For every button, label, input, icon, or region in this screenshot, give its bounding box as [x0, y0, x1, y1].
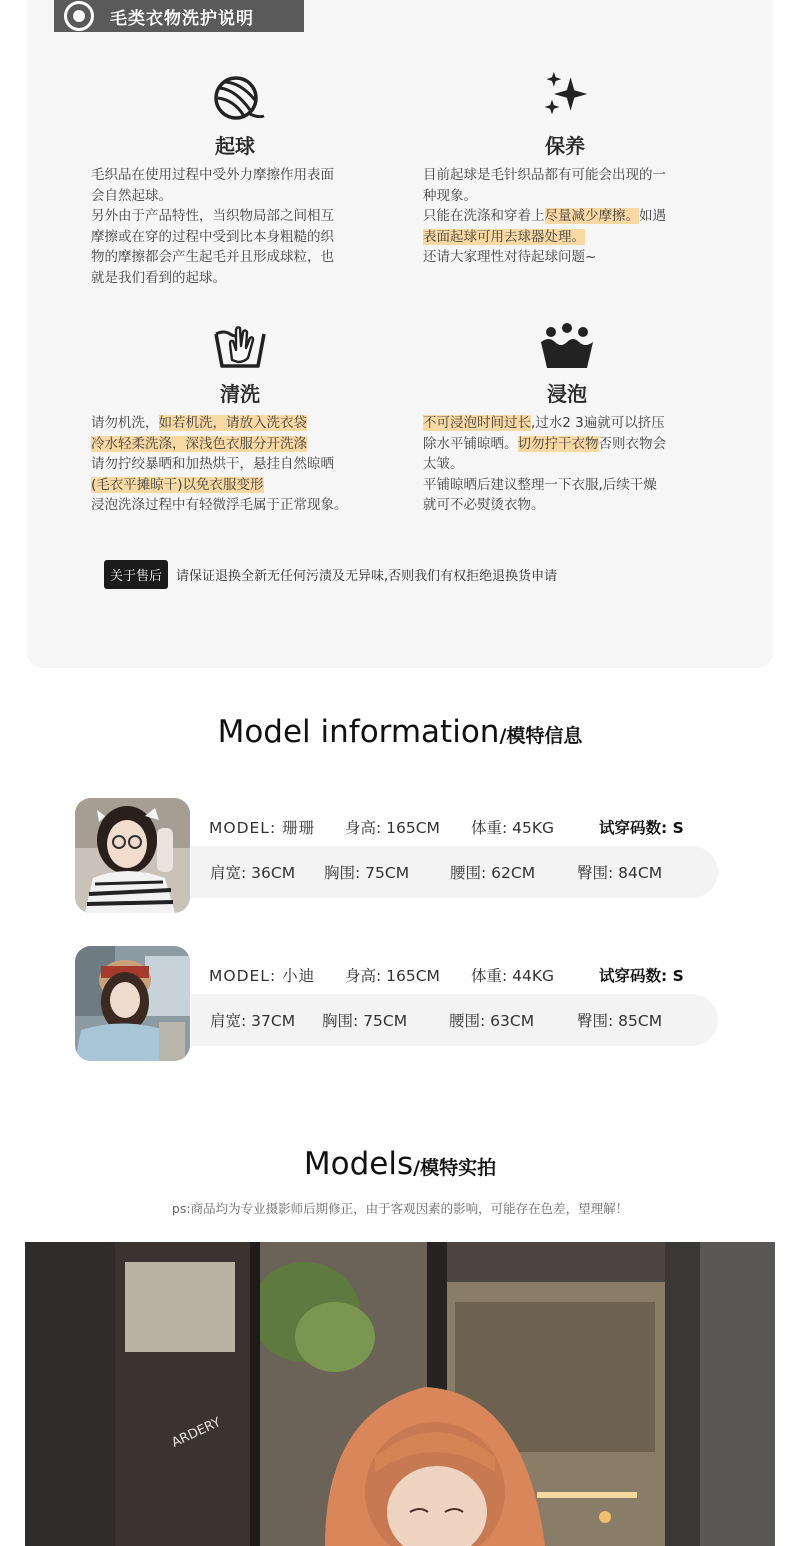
model-shoulder: 肩宽: 36CM [210, 864, 296, 882]
highlight: 不可浸泡时间过长 [423, 415, 531, 431]
care-banner-title: 毛类衣物洗护说明 [110, 8, 254, 29]
model-chest: 胸围: 75CM [324, 864, 410, 882]
soaking-text [423, 413, 723, 516]
washing-line [91, 434, 391, 455]
highlight: (毛衣平摊晾干)以免衣服变形 [91, 476, 264, 493]
highlight: 表面起球可用去球器处理。 [423, 228, 585, 245]
hand-wash-icon [212, 320, 268, 372]
model-info-title [0, 714, 800, 750]
highlight: 如若机洗，请放入洗衣袋 [158, 415, 307, 431]
basin-soak-icon [539, 322, 595, 374]
model-info-title-cn: /模特信息 [499, 725, 583, 747]
model-size: 试穿码数: S [599, 819, 684, 837]
highlight: 冷水轻柔洗涤，深浅色衣服分开洗涤 [91, 435, 307, 452]
model-shoulder: 肩宽: 37CM [210, 1012, 296, 1030]
soaking-line: 太皱。 [423, 456, 464, 472]
washing-line: 请勿拧绞暴晒和加热烘干，悬挂自然晾晒 [91, 456, 334, 472]
model-photo[interactable] [75, 798, 190, 913]
care-tips-text [423, 165, 723, 268]
model-measurements [191, 994, 718, 1046]
model-name: MODEL: 小迪 [209, 967, 316, 985]
aftersale-notice [104, 560, 557, 589]
soaking-line: 不可浸泡时间过长,过水2 3遍就可以挤压 [423, 415, 665, 431]
care-tips-line: 还请大家理性对待起球问题~ [423, 249, 597, 265]
washing-line [91, 475, 391, 496]
pilling-text [91, 165, 391, 288]
color-disclaimer: ps:商品均为专业摄影师后期修正，由于客观因素的影响，可能存在色差，望理解！ [171, 1201, 629, 1216]
model-waist: 腰围: 63CM [449, 1012, 535, 1030]
care-tips-line: 目前起球是毛针织品都有可能会出现的一 [423, 167, 666, 183]
highlight: 切勿拧干衣物 [517, 435, 599, 452]
soaking-line: 就可不必熨烫衣物。 [423, 497, 545, 513]
model-height: 身高: 165CM [345, 819, 440, 837]
model-shoot-photo[interactable] [25, 1242, 775, 1546]
pilling-line: 摩擦或在穿的过程中受到比本身粗糙的织 [91, 228, 334, 245]
aftersale-text: 请保证退换全新无任何污渍及无异味,否则我们有权拒绝退换货申请 [176, 569, 558, 584]
pilling-line: 另外由于产品特性，当织物局部之间相互 [91, 208, 334, 224]
model-weight: 体重: 44KG [471, 967, 555, 985]
model-hip: 臀围: 85CM [577, 1012, 663, 1030]
models-shoot-title-en: Models [303, 1146, 414, 1182]
model-basic-info [209, 816, 684, 838]
pilling-line: 会自然起球。 [91, 187, 172, 204]
model-card [75, 946, 735, 1062]
models-shoot-title-cn: /模特实拍 [413, 1157, 497, 1179]
brand-logo-icon [64, 1, 94, 31]
care-banner [54, 0, 304, 32]
soaking-title: 浸泡 [547, 382, 587, 406]
pilling-title: 起球 [215, 134, 255, 158]
pilling-line: 物的摩擦都会产生起毛并且形成球粒，也 [91, 249, 334, 265]
soaking-line: 平铺晾晒后建议整理一下衣服,后续干燥 [423, 476, 657, 493]
models-shoot-title [0, 1146, 800, 1182]
storefront-sign: ARDERY [169, 1415, 224, 1451]
model-basic-info [209, 964, 684, 986]
model-height: 身高: 165CM [345, 967, 440, 985]
washing-text [91, 413, 391, 516]
model-measurements [191, 846, 718, 898]
model-waist: 腰围: 62CM [450, 864, 536, 882]
model-weight: 体重: 45KG [471, 819, 555, 837]
pilling-line: 毛织品在使用过程中受外力摩擦作用表面 [91, 167, 334, 183]
care-tips-title: 保养 [545, 134, 585, 158]
sparkle-icon [537, 68, 593, 120]
pilling-line: 就是我们看到的起球。 [91, 269, 226, 286]
model-hip: 臀围: 84CM [577, 864, 663, 882]
washing-line: 浸泡洗涤过程中有轻微浮毛属于正常现象。 [91, 497, 348, 513]
washing-title: 清洗 [220, 382, 260, 406]
care-tips-line: 只能在洗涤和穿着上尽量减少摩擦。如遇 [423, 208, 666, 224]
model-chest: 胸围: 75CM [322, 1012, 408, 1030]
model-photo[interactable] [75, 946, 190, 1061]
model-card [75, 798, 735, 914]
yarn-ball-icon [210, 72, 266, 124]
washing-line: 请勿机洗，如若机洗，请放入洗衣袋 [91, 415, 307, 431]
model-info-title-en: Model information [217, 714, 500, 750]
model-name: MODEL: 珊珊 [209, 819, 316, 837]
care-tips-line: 种现象。 [423, 187, 477, 204]
model-size: 试穿码数: S [599, 967, 684, 985]
care-tips-line [423, 227, 723, 248]
aftersale-tag: 关于售后 [104, 560, 168, 589]
soaking-line: 除水平铺晾晒。切勿拧干衣物否则衣物会 [423, 435, 666, 452]
highlight: 尽量减少摩擦。 [544, 208, 639, 224]
